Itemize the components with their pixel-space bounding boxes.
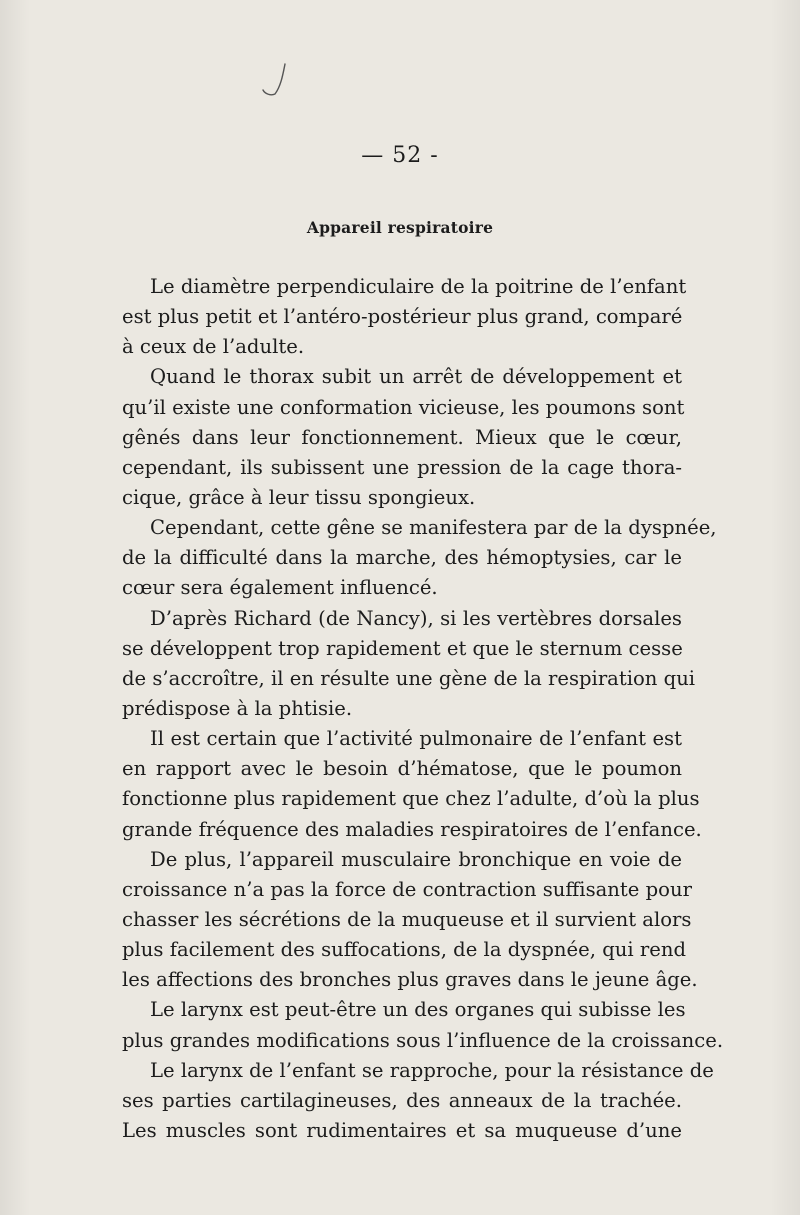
text-line: de la difficulté dans la marche, des hémoptysies, car le (122, 546, 682, 570)
text-line: se développent trop rapidement et que le sternum cesse (122, 636, 683, 660)
text-line: croissance n’a pas la force de contraction suffisante pour (122, 877, 692, 901)
text-line: les affections des bronches plus graves dans le jeune âge. (122, 968, 698, 992)
text-line: Les muscles sont rudimentaires et sa muqueuse d’une (122, 1118, 682, 1142)
text-line: plus grandes modifications sous l’influence de la croissance. (122, 1028, 724, 1052)
text-line: Quand le thorax subit un arrêt de développement et (150, 365, 682, 389)
pencil-mark-icon (255, 60, 295, 100)
text-line: plus facilement des suffocations, de la dyspnée, qui rend (122, 938, 686, 962)
text-line: Il est certain que l’activité pulmonaire de l’enfant est (150, 727, 682, 751)
text-line: de s’accroître, il en résulte une gène de la respiration qui (122, 666, 696, 690)
text-line: grande fréquence des maladies respiratoires de l’enfance. (122, 817, 702, 841)
text-line: De plus, l’appareil musculaire bronchique en voie de (150, 847, 682, 871)
text-line: Le larynx de l’enfant se rapproche, pour la résistance de (150, 1058, 714, 1082)
text-line: cependant, ils subissent une pression de la cage thora- (122, 455, 682, 479)
text-line: cœur sera également influencé. (122, 576, 438, 600)
text-line: fonctionne plus rapidement que chez l’adulte, d’où la plus (122, 787, 700, 811)
section-heading: Appareil respiratoire (306, 218, 494, 237)
body-text (122, 272, 724, 1146)
page-number: — 52 - (361, 143, 439, 168)
text-line: Le larynx est peut-être un des organes qui subisse les (150, 998, 686, 1022)
text-line: à ceux de l’adulte. (122, 335, 305, 359)
text-line: prédispose à la phtisie. (122, 696, 353, 720)
text-line: chasser les sécrétions de la muqueuse et il survient alors (122, 907, 692, 931)
text-line: cique, grâce à leur tissu spongieux. (122, 485, 476, 509)
text-line: en rapport avec le besoin d’hématose, que le poumon (122, 757, 682, 781)
text-line: qu’il existe une conformation vicieuse, les poumons sont (122, 395, 685, 419)
text-line: ses parties cartilagineuses, des anneaux de la trachée. (122, 1088, 682, 1112)
text-line: Cependant, cette gêne se manifestera par de la dyspnée, (150, 516, 717, 540)
text-line: Le diamètre perpendiculaire de la poitrine de l’enfant (150, 275, 687, 298)
text-line: D’après Richard (de Nancy), si les vertèbres dorsales (150, 606, 682, 630)
text-line: est plus petit et l’antéro-postérieur plus grand, comparé (122, 305, 683, 329)
text-line: gênés dans leur fonctionnement. Mieux que le cœur, (122, 425, 682, 449)
